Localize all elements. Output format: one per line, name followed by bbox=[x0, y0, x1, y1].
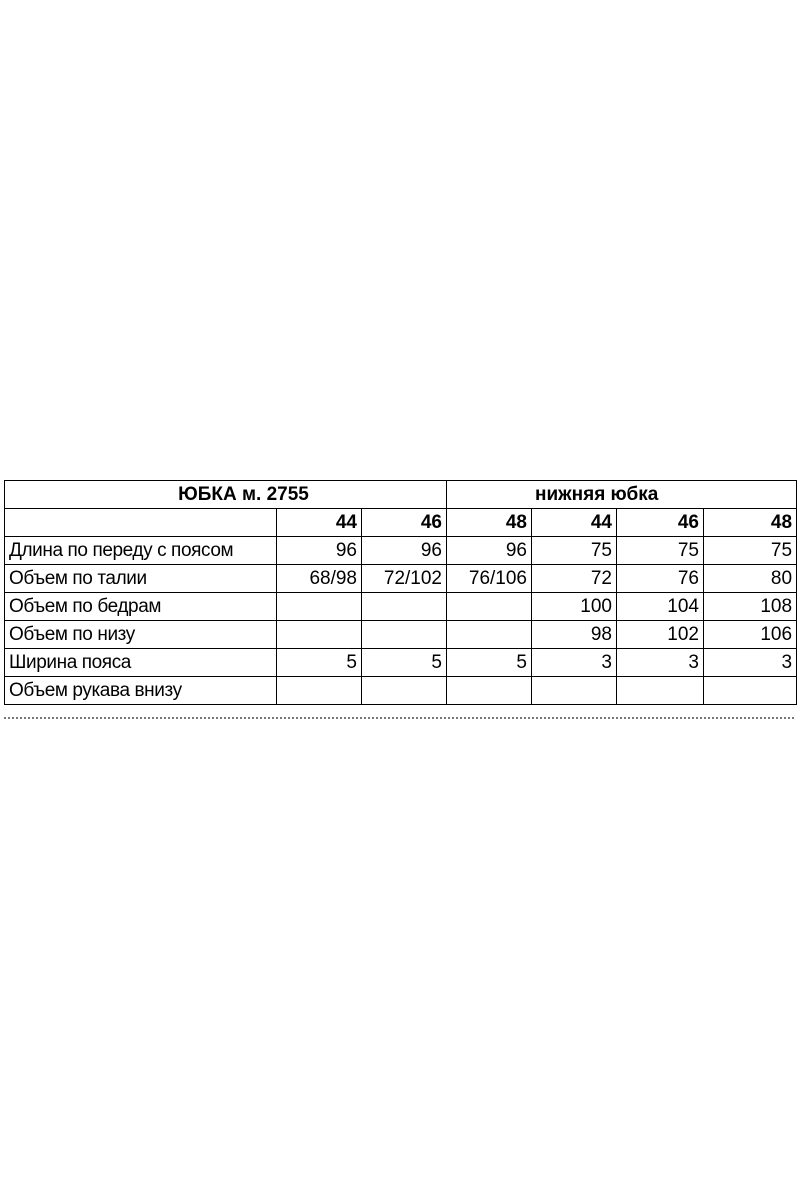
value-cell: 96 bbox=[362, 537, 447, 565]
value-cell bbox=[532, 677, 617, 705]
value-cell: 106 bbox=[704, 621, 797, 649]
row-label: Объем по низу bbox=[5, 621, 277, 649]
value-cell: 104 bbox=[617, 593, 704, 621]
table-subtitle: нижняя юбка bbox=[447, 481, 797, 509]
value-cell: 5 bbox=[277, 649, 362, 677]
value-cell: 80 bbox=[704, 565, 797, 593]
value-cell bbox=[447, 677, 532, 705]
value-cell: 72/102 bbox=[362, 565, 447, 593]
value-cell: 75 bbox=[532, 537, 617, 565]
value-cell bbox=[277, 593, 362, 621]
row-label: Объем по талии bbox=[5, 565, 277, 593]
value-cell bbox=[362, 677, 447, 705]
value-cell: 5 bbox=[362, 649, 447, 677]
size-header-row bbox=[5, 509, 797, 537]
value-cell: 108 bbox=[704, 593, 797, 621]
table-row bbox=[5, 537, 797, 565]
table-row bbox=[5, 677, 797, 705]
value-cell bbox=[704, 677, 797, 705]
table-row bbox=[5, 621, 797, 649]
size-table bbox=[4, 480, 797, 705]
value-cell: 75 bbox=[704, 537, 797, 565]
table-row bbox=[5, 565, 797, 593]
size-header-cell: 46 bbox=[362, 509, 447, 537]
value-cell bbox=[447, 621, 532, 649]
value-cell: 75 bbox=[617, 537, 704, 565]
value-cell: 72 bbox=[532, 565, 617, 593]
value-cell bbox=[447, 593, 532, 621]
size-header-cell: 48 bbox=[704, 509, 797, 537]
value-cell bbox=[617, 677, 704, 705]
value-cell: 3 bbox=[704, 649, 797, 677]
value-cell: 96 bbox=[447, 537, 532, 565]
row-label: Длина по переду с поясом bbox=[5, 537, 277, 565]
table-row bbox=[5, 649, 797, 677]
value-cell: 76 bbox=[617, 565, 704, 593]
value-cell: 68/98 bbox=[277, 565, 362, 593]
size-chart bbox=[4, 480, 796, 705]
value-cell bbox=[277, 677, 362, 705]
value-cell: 3 bbox=[532, 649, 617, 677]
row-label: Объем рукава внизу bbox=[5, 677, 277, 705]
title-row bbox=[5, 481, 797, 509]
value-cell bbox=[362, 621, 447, 649]
value-cell: 100 bbox=[532, 593, 617, 621]
table-title: ЮБКА м. 2755 bbox=[5, 481, 447, 509]
value-cell: 3 bbox=[617, 649, 704, 677]
table-row bbox=[5, 593, 797, 621]
size-header-cell: 44 bbox=[277, 509, 362, 537]
row-label: Объем по бедрам bbox=[5, 593, 277, 621]
row-label: Ширина пояса bbox=[5, 649, 277, 677]
size-header-cell: 44 bbox=[532, 509, 617, 537]
size-header-empty bbox=[5, 509, 277, 537]
value-cell: 96 bbox=[277, 537, 362, 565]
size-header-cell: 48 bbox=[447, 509, 532, 537]
value-cell: 102 bbox=[617, 621, 704, 649]
value-cell bbox=[277, 621, 362, 649]
value-cell: 76/106 bbox=[447, 565, 532, 593]
value-cell: 98 bbox=[532, 621, 617, 649]
size-header-cell: 46 bbox=[617, 509, 704, 537]
value-cell: 5 bbox=[447, 649, 532, 677]
value-cell bbox=[362, 593, 447, 621]
table-bottom-divider bbox=[4, 717, 796, 719]
